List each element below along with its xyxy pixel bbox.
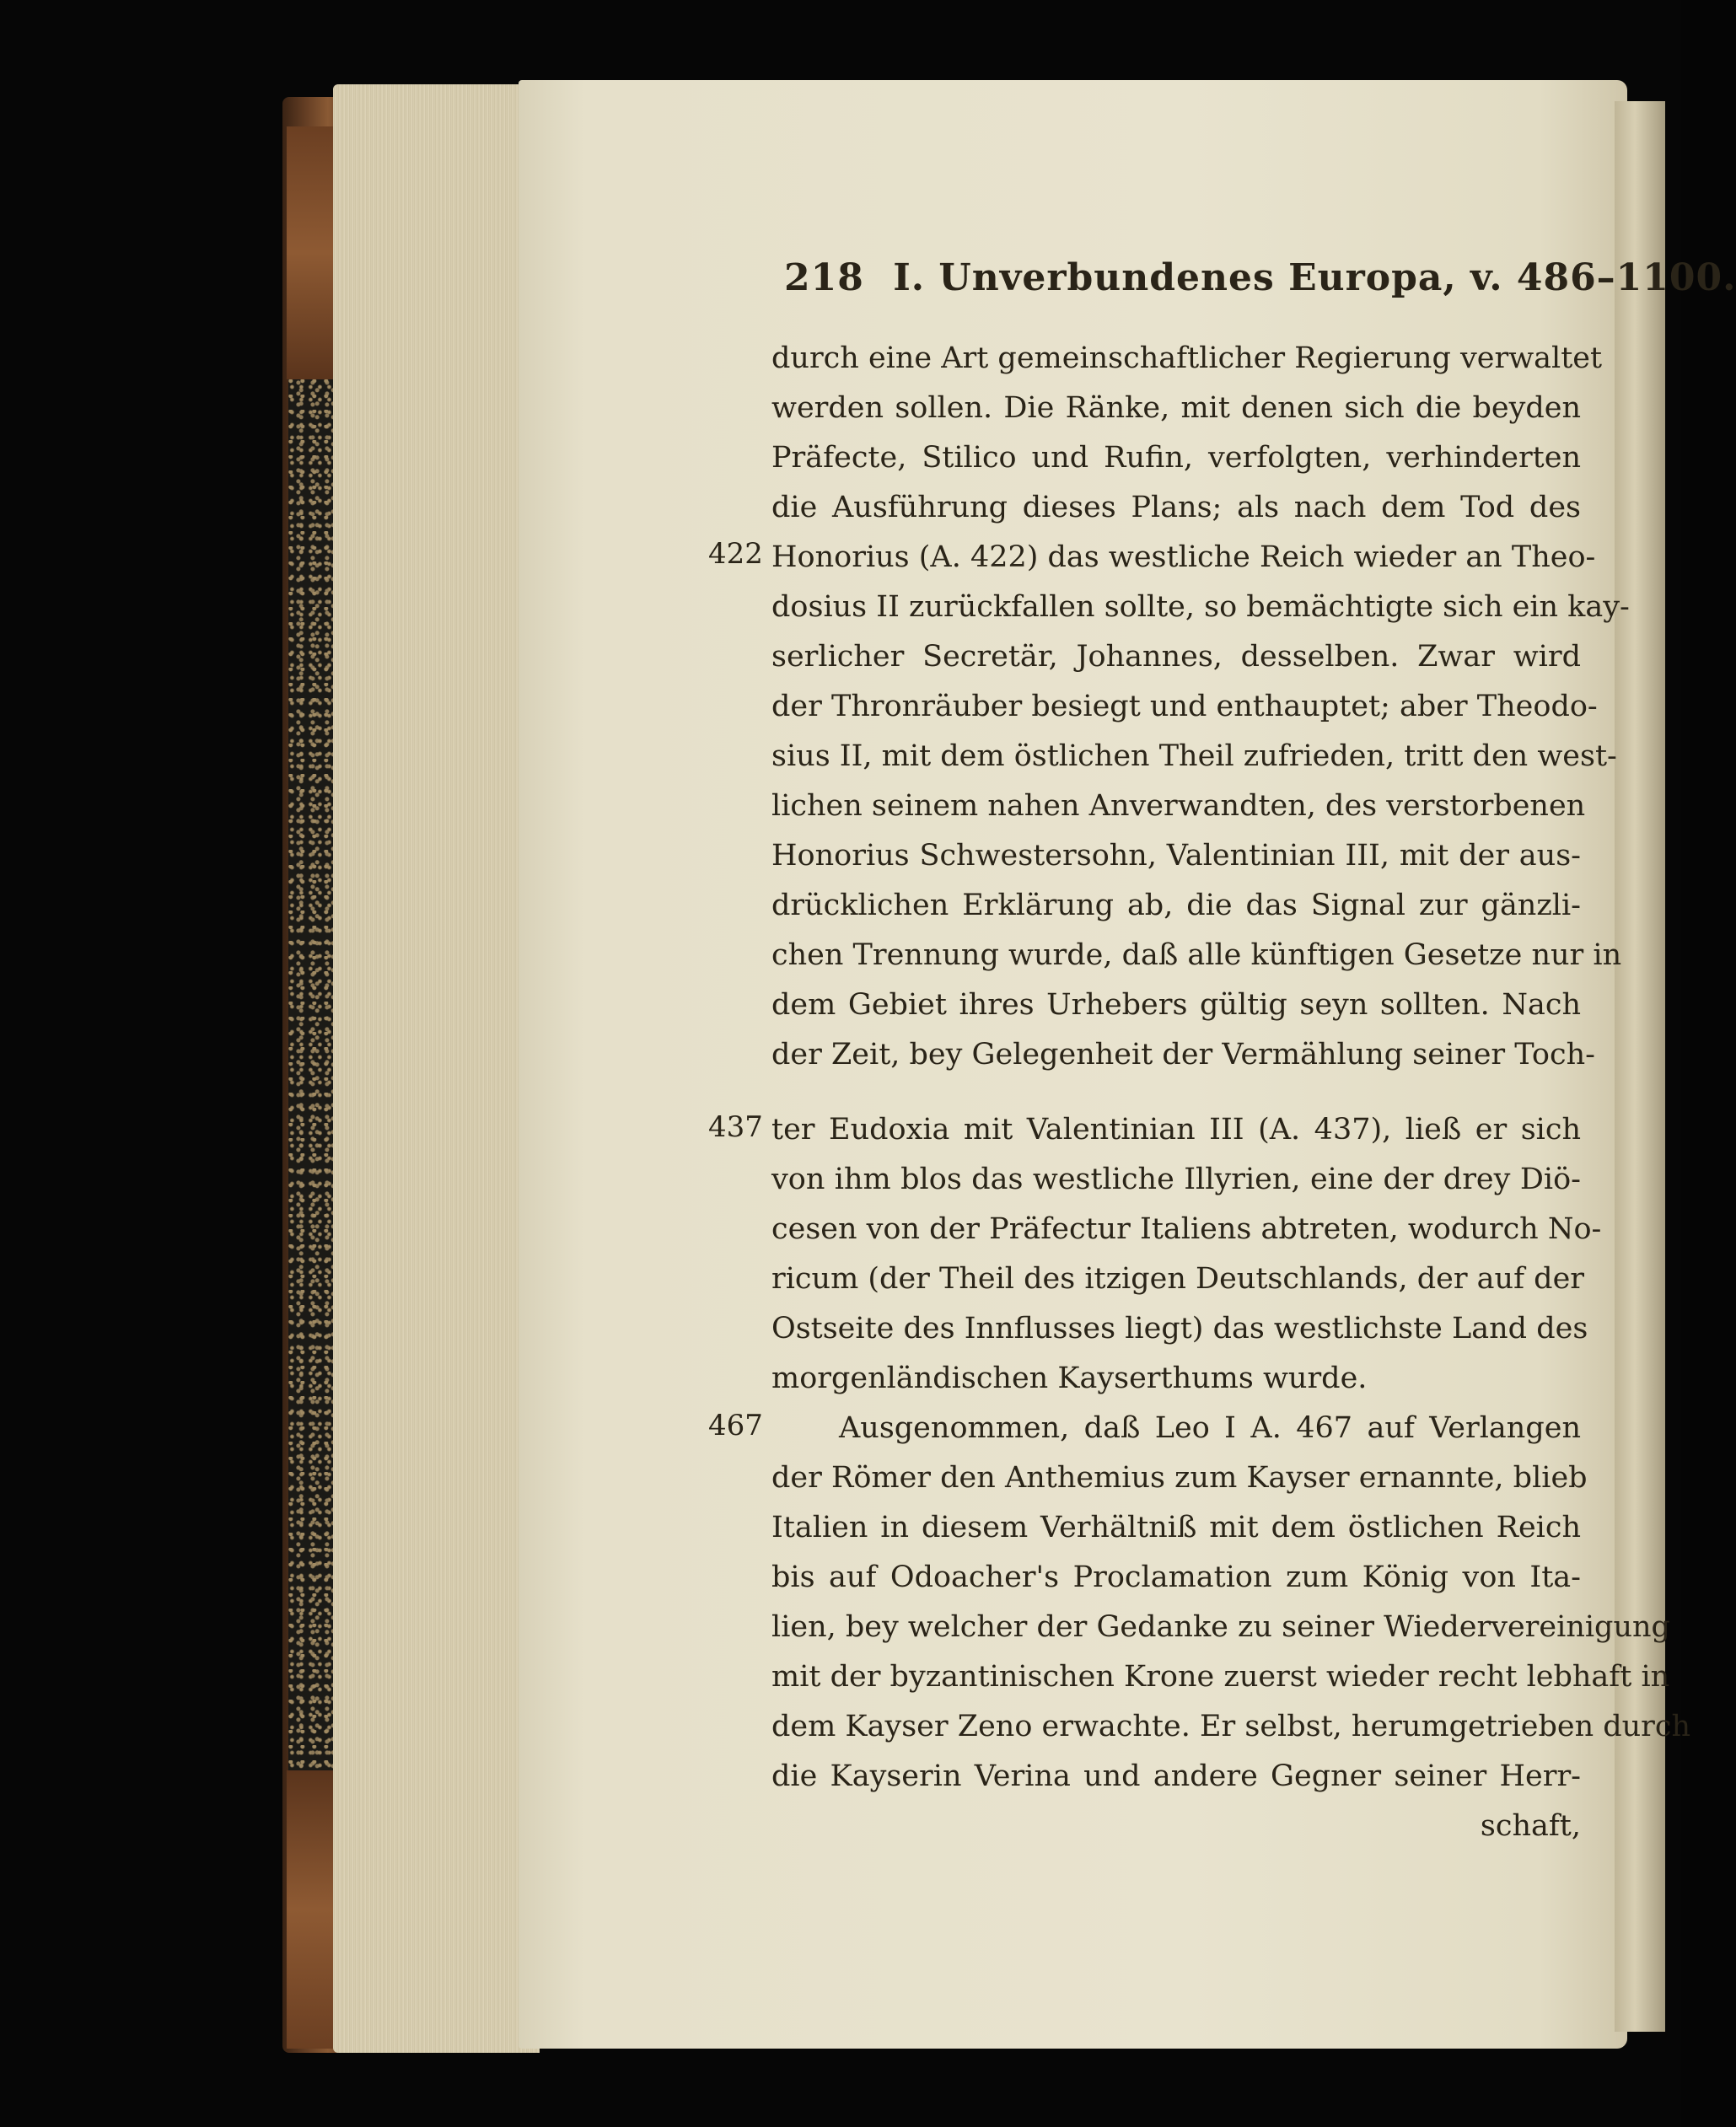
text-line: lichen seinem nahen Anverwandten, des verstorbenen bbox=[771, 789, 1586, 823]
margin-year: 467 bbox=[708, 1409, 763, 1442]
text-line: sius II, mit dem östlichen Theil zufrieden, tritt den west- bbox=[771, 739, 1617, 773]
text-line: Honorius Schwestersohn, Valentinian III, mit der aus- bbox=[771, 839, 1581, 873]
text-line: serlicher Secretär, Johannes, desselben. Zwar wird bbox=[771, 640, 1581, 674]
text-line: von ihm blos das westliche Illyrien, eine der drey Diö- bbox=[771, 1163, 1581, 1196]
text-line: die Ausführung dieses Plans; als nach dem Tod des bbox=[771, 491, 1581, 524]
catchword: schaft, bbox=[1480, 1809, 1581, 1843]
text-line: Ostseite des Innflusses liegt) das westlichste Land des bbox=[771, 1312, 1588, 1345]
margin-year: 437 bbox=[708, 1110, 763, 1144]
text-line: Präfecte, Stilico und Rufin, verfolgten, verhinderten bbox=[771, 441, 1581, 475]
text-line: Honorius (A. 422) das westliche Reich wieder an Theo- bbox=[771, 540, 1596, 574]
text-line: Italien in diesem Verhältniß mit dem östlichen Reich bbox=[771, 1511, 1581, 1544]
text-line: dosius II zurückfallen sollte, so bemächtigte sich ein kay- bbox=[771, 590, 1630, 624]
text-line: der Thronräuber besiegt und enthauptet; aber Theodo- bbox=[771, 690, 1598, 723]
text-line: die Kayserin Verina und andere Gegner seiner Herr- bbox=[771, 1759, 1581, 1793]
text-line: drücklichen Erklärung ab, die das Signal zur gänzli- bbox=[771, 889, 1581, 922]
page-number: 218 bbox=[784, 256, 864, 299]
text-line: lien, bey welcher der Gedanke zu seiner Wiedervereinigung bbox=[771, 1610, 1670, 1644]
text-line: cesen von der Präfectur Italiens abtreten, wodurch No- bbox=[771, 1212, 1602, 1246]
text-line: durch eine Art gemeinschaftlicher Regierung verwaltet bbox=[771, 341, 1603, 375]
text-line: chen Trennung wurde, daß alle künftigen Gesetze nur in bbox=[771, 938, 1622, 972]
running-title: I. Unverbundenes Europa, v. 486–1100. bbox=[893, 256, 1736, 299]
text-line: mit der byzantinischen Krone zuerst wieder recht lebhaft in bbox=[771, 1660, 1670, 1694]
text-line: ter Eudoxia mit Valentinian III (A. 437), ließ er sich bbox=[771, 1113, 1581, 1147]
text-line: Ausgenommen, daß Leo I A. 467 auf Verlangen bbox=[839, 1411, 1581, 1445]
text-line: ricum (der Theil des itzigen Deutschlands, der auf der bbox=[771, 1262, 1585, 1296]
text-line: dem Gebiet ihres Urhebers gültig seyn sollten. Nach bbox=[771, 988, 1581, 1022]
margin-year: 422 bbox=[708, 537, 763, 571]
text-line: werden sollen. Die Ränke, mit denen sich die beyden bbox=[771, 391, 1581, 425]
text-line: morgenländischen Kayserthums wurde. bbox=[771, 1362, 1368, 1395]
text-line: der Römer den Anthemius zum Kayser ernannte, blieb bbox=[771, 1461, 1588, 1495]
text-line: der Zeit, bey Gelegenheit der Vermählung seiner Toch- bbox=[771, 1038, 1595, 1072]
text-line: bis auf Odoacher's Proclamation zum König von Ita- bbox=[771, 1560, 1581, 1594]
running-header bbox=[784, 249, 1736, 308]
text-line: dem Kayser Zeno erwachte. Er selbst, herumgetrieben durch bbox=[771, 1710, 1691, 1743]
